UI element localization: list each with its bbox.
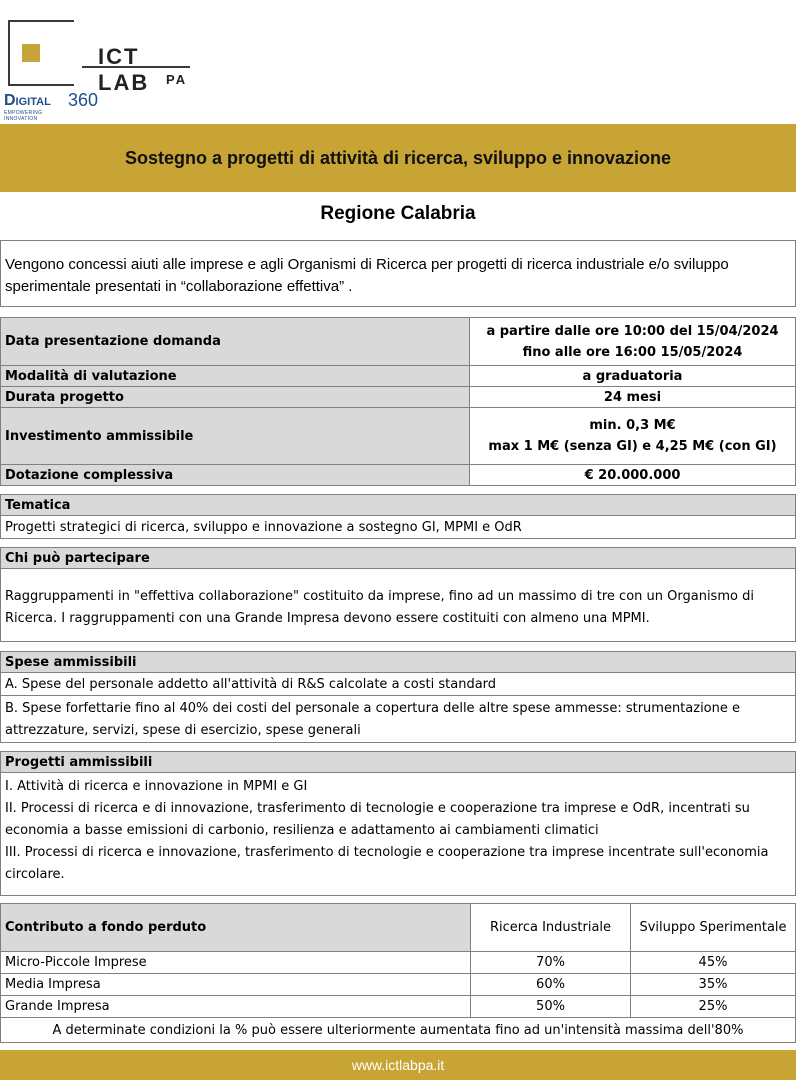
title-band [0, 124, 796, 192]
col-sviluppo-sperimentale: Sviluppo Sperimentale [630, 903, 796, 952]
row-label: Media Impresa [0, 973, 471, 996]
tematica-text: Progetti strategici di ricerca, sviluppo e innovazione a sostegno GI, MPMI e OdR [0, 515, 796, 539]
progetti-item-iii: III. Processi di ricerca e innovazione, trasferimento di tecnologie e cooperazione tra imprese incentrate sull'economia circolare. [5, 845, 769, 882]
logo-ict-text: ICT LAB [98, 44, 150, 95]
page-title: Sostegno a progetti di attività di ricerca, sviluppo e innovazione [124, 147, 672, 168]
col-ricerca-industriale: Ricerca Industriale [470, 903, 631, 952]
logo-pa-text: PA [166, 72, 188, 87]
data-presentazione-start: a partire dalle ore 10:00 del 15/04/2024 [486, 323, 779, 339]
investimento-label: Investimento ammissibile [0, 407, 470, 465]
investimento-max: max 1 M€ (senza GI) e 4,25 M€ (con GI) [488, 439, 777, 454]
logo-digital-text: Digital [4, 92, 51, 109]
row-label: Grande Impresa [0, 995, 471, 1018]
progetti-body [0, 772, 796, 896]
footer-link[interactable]: www.ictlabpa.it [351, 1057, 445, 1073]
spese-header: Spese ammissibili [0, 651, 796, 673]
logo-tagline: EMPOWERING INNOVATION [4, 110, 43, 122]
row-ss-value: 25% [630, 995, 796, 1018]
row-ri-value: 70% [470, 951, 631, 974]
data-presentazione-label: Data presentazione domanda [0, 317, 470, 366]
contributo-header: Contributo a fondo perduto [0, 903, 471, 952]
dotazione-label: Dotazione complessiva [0, 464, 470, 486]
row-ri-value: 60% [470, 973, 631, 996]
row-ri-value: 50% [470, 995, 631, 1018]
spese-item-b: B. Spese forfettarie fino al 40% dei costi del personale a copertura delle altre spese ammesse: strumentazione e attrezzature, servizi, spese di esercizio, spese generali [0, 695, 796, 743]
data-presentazione-value [469, 317, 796, 366]
tematica-header: Tematica [0, 494, 796, 516]
logo-frame [8, 20, 74, 86]
modalita-label: Modalità di valutazione [0, 365, 470, 387]
modalita-value: a graduatoria [469, 365, 796, 387]
progetti-item-i: I. Attività di ricerca e innovazione in MPMI e GI [5, 779, 308, 794]
data-presentazione-end: fino alle ore 16:00 15/05/2024 [522, 344, 743, 360]
region-heading: Regione Calabria [320, 203, 476, 224]
row-ss-value: 45% [630, 951, 796, 974]
footer [0, 1050, 796, 1080]
row-label: Micro-Piccole Imprese [0, 951, 471, 974]
durata-value: 24 mesi [469, 386, 796, 408]
dotazione-value: € 20.000.000 [469, 464, 796, 486]
progetti-header: Progetti ammissibili [0, 751, 796, 773]
chi-text: Raggruppamenti in "effettiva collaborazione" costituito da imprese, fino ad un massimo di tre con un Organismo di Ricerca. I raggruppamenti con una Grande Impresa devono essere costituiti con almeno una MPMI. [0, 568, 796, 642]
row-ss-value: 35% [630, 973, 796, 996]
intro-text: Vengono concessi aiuti alle imprese e agli Organismi di Ricerca per progetti di ricerca industriale e/o sviluppo sperimentale presentati in “collaborazione effettiva” . [0, 240, 796, 307]
progetti-item-ii: II. Processi di ricerca e di innovazione, trasferimento di tecnologie e cooperazione tra imprese e OdR, incentrati su economia a basse emissioni di carbonio, resilienza e adattamento ai cambiamenti climatici [5, 801, 750, 838]
investimento-min: min. 0,3 M€ [589, 418, 676, 433]
logo-square-icon [22, 44, 40, 62]
investimento-value [469, 407, 796, 465]
logo-360-text: 360 [68, 90, 99, 110]
durata-label: Durata progetto [0, 386, 470, 408]
contributo-note: A determinate condizioni la % può essere ulteriormente aumentata fino ad un'intensità massima dell'80% [0, 1017, 796, 1043]
spese-item-a: A. Spese del personale addetto all'attività di R&S calcolate a costi standard [0, 672, 796, 696]
chi-header: Chi può partecipare [0, 547, 796, 569]
